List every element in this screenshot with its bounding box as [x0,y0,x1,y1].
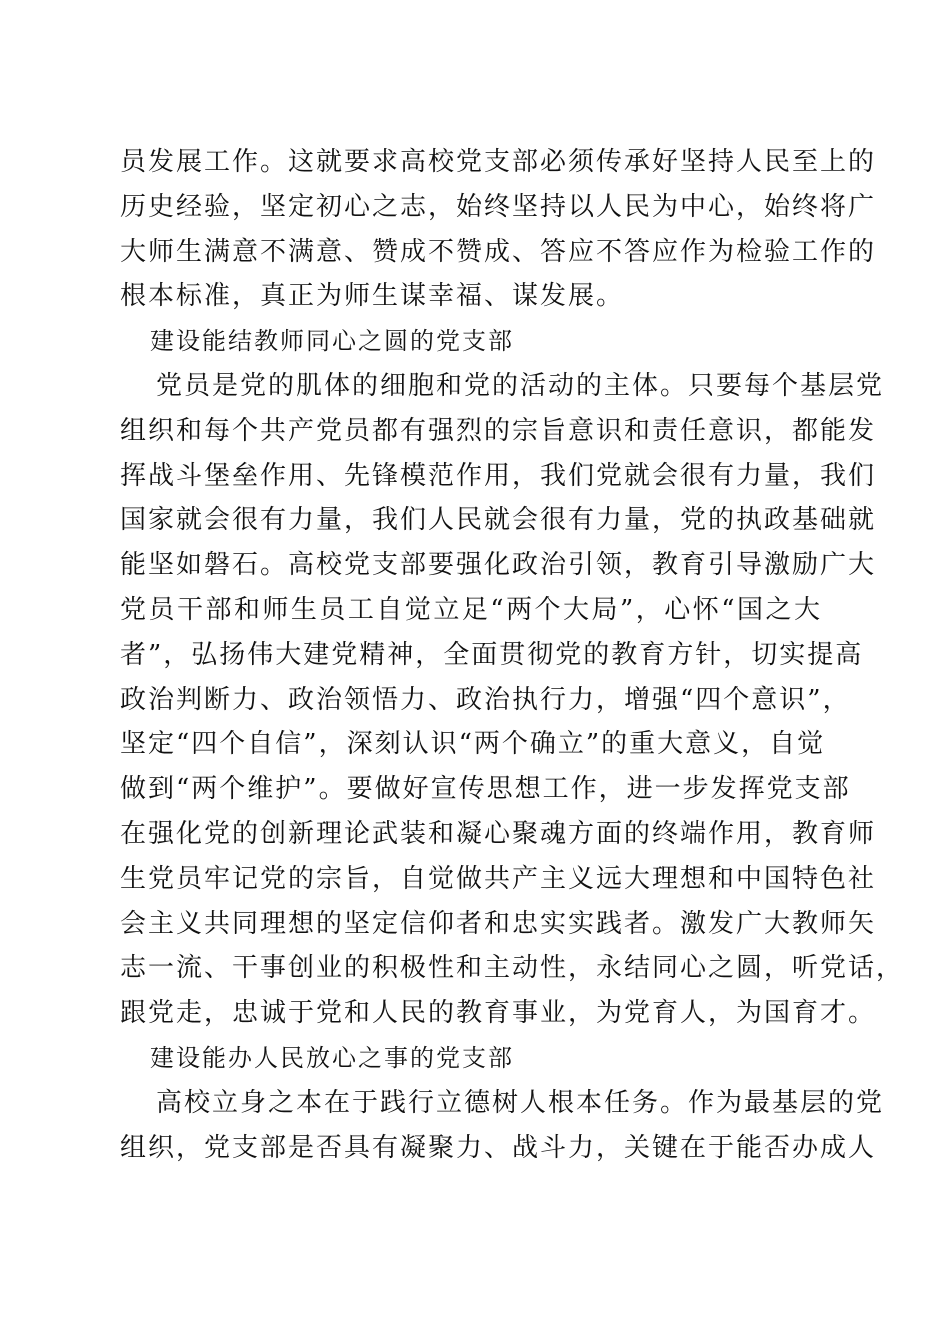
text-line: 国家就会很有力量，我们人民就会很有力量，党的执政基础就 [120,505,877,536]
text-line: 党员是党的肌体的细胞和党的活动的主体。只要每个基层党 [156,370,885,401]
text-line: 历史经验，坚定初心之志，始终坚持以人民为中心，始终将广 [120,191,877,222]
document-page [120,140,905,1170]
section-heading: 建设能结教师同心之圆的党支部 [150,327,514,356]
text-line: 党员干部和师生员工自觉立足“两个大局”，心怀“国之大 [120,594,822,625]
section-heading: 建设能办人民放心之事的党支部 [150,1043,514,1072]
text-line: 者”，弘扬伟大建党精神，全面贯彻党的教育方针，切实提高 [120,639,864,670]
text-line: 高校立身之本在于践行立德树人根本任务。作为最基层的党 [156,1087,885,1118]
text-line: 组织和每个共产党员都有强烈的宗旨意识和责任意识，都能发 [120,415,877,446]
text-line: 在强化党的创新理论武装和凝心聚魂方面的终端作用，教育师 [120,818,877,849]
text-line: 志一流、干事创业的积极性和主动性，永结同心之圆，听党话， [120,953,905,984]
text-line: 大师生满意不满意、赞成不赞成、答应不答应作为检验工作的 [120,236,877,267]
text-line: 坚定“四个自信”，深刻认识“两个确立”的重大意义，自觉 [120,729,826,760]
text-line: 员发展工作。这就要求高校党支部必须传承好坚持人民至上的 [120,147,877,177]
text-line: 根本标准，真正为师生谋幸福、谋发展。 [120,281,625,312]
text-line: 政治判断力、政治领悟力、政治执行力，增强“四个意识”， [120,684,851,715]
text-line: 生党员牢记党的宗旨，自觉做共产主义远大理想和中国特色社 [120,863,877,894]
text-line: 能坚如磐石。高校党支部要强化政治引领，教育引导激励广大 [120,550,877,581]
text-line: 做到“两个维护”。要做好宣传思想工作，进一步发挥党支部 [120,774,851,805]
text-line: 会主义共同理想的坚定信仰者和忠实实践者。激发广大教师矢 [120,908,877,939]
text-line: 跟党走，忠诚于党和人民的教育事业，为党育人，为国育才。 [120,998,877,1029]
text-line: 挥战斗堡垒作用、先锋模范作用，我们党就会很有力量，我们 [120,460,877,491]
text-line: 组织，党支部是否具有凝聚力、战斗力，关键在于能否办成人 [120,1132,877,1163]
